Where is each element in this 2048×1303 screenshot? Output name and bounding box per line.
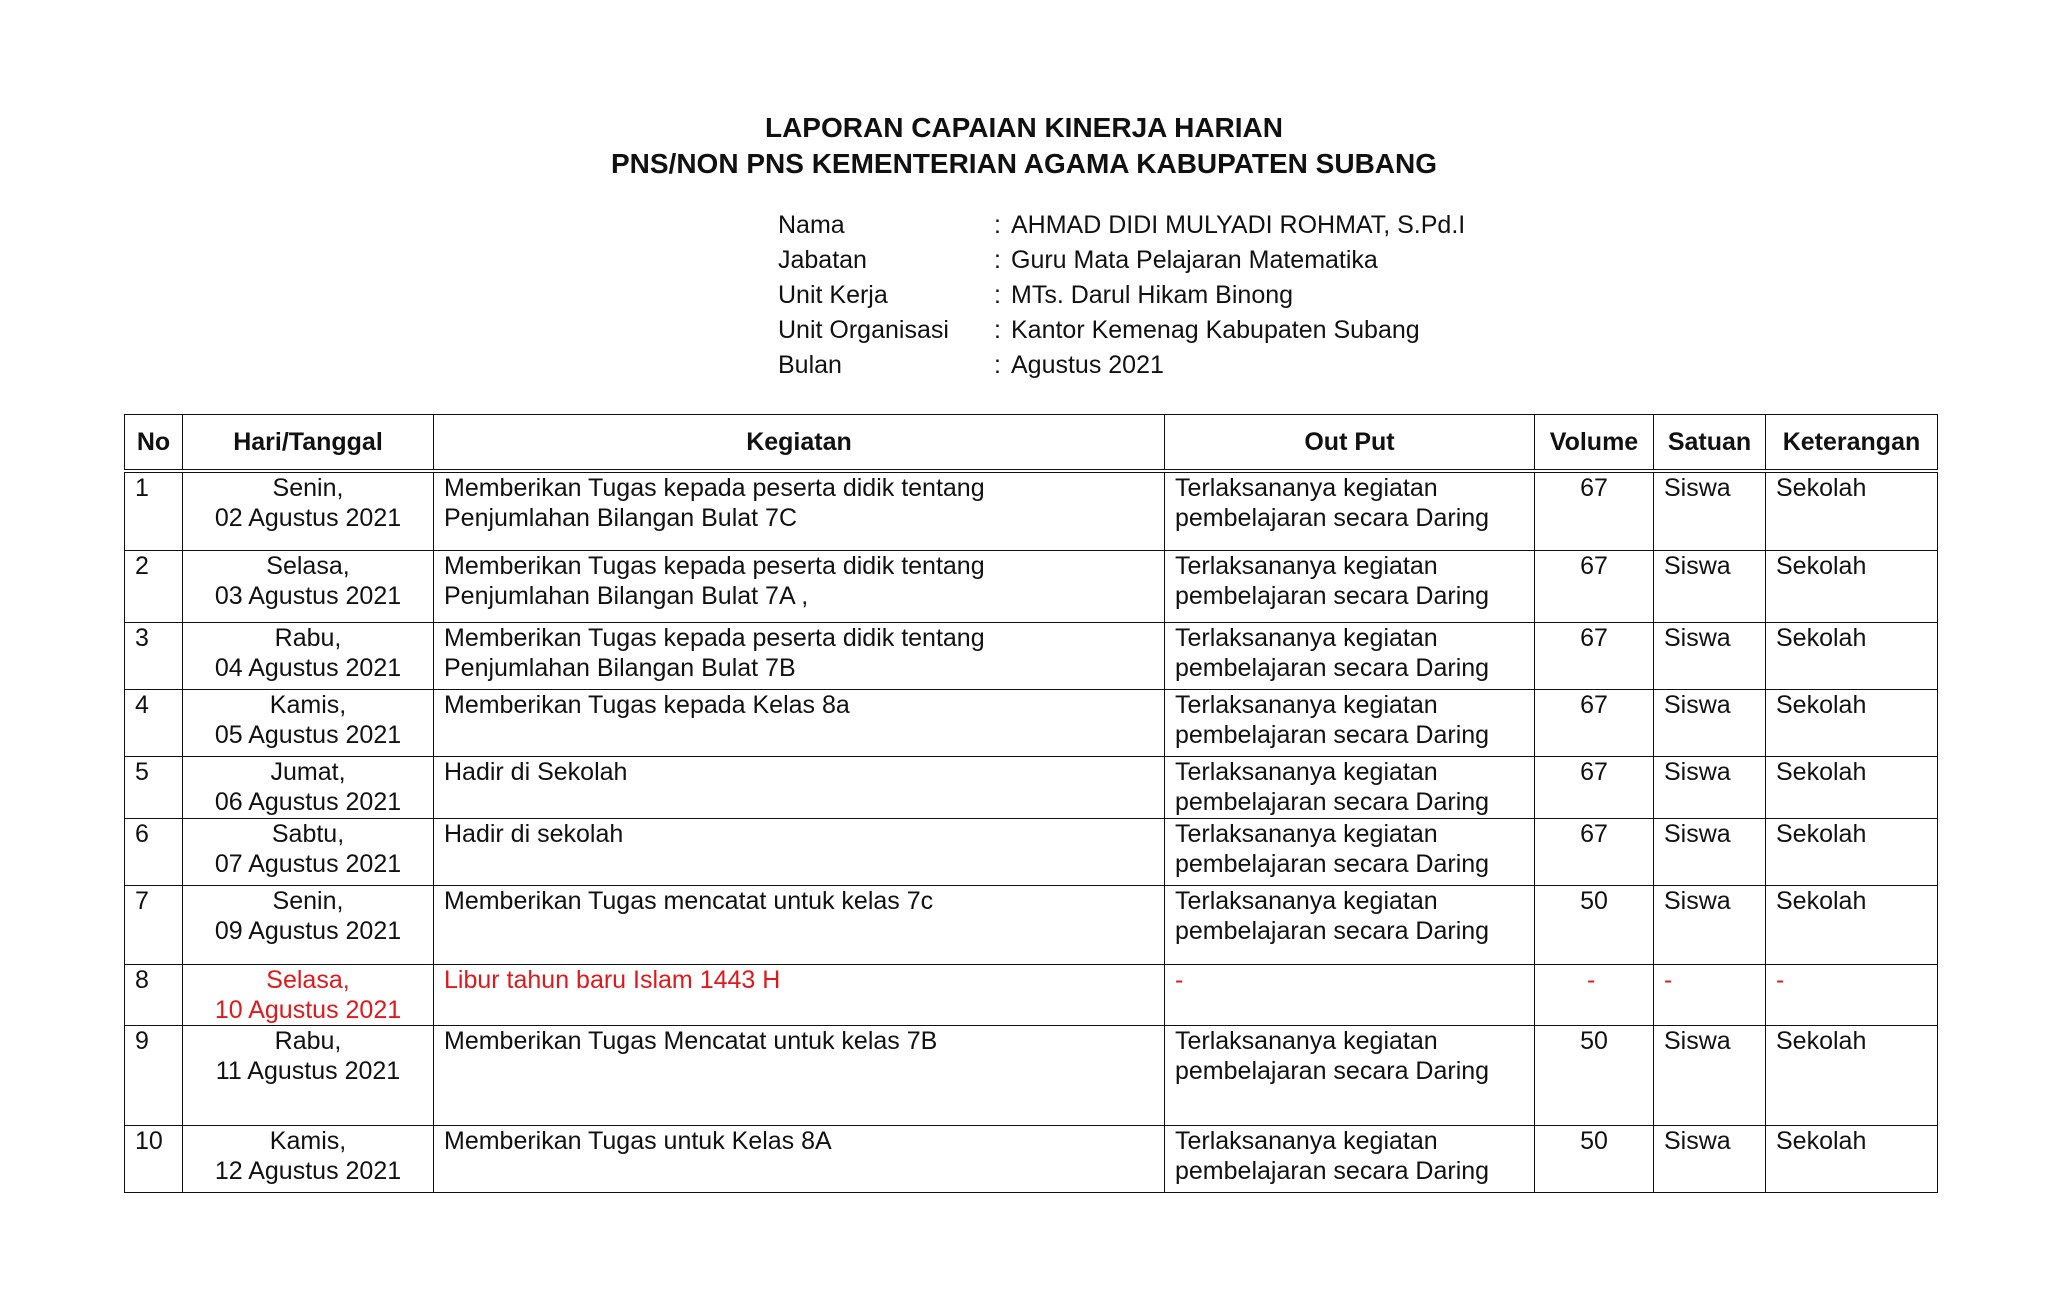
- cell-kegiatan-line: Memberikan Tugas Mencatat untuk kelas 7B: [444, 1027, 938, 1055]
- info-row-jabatan: [778, 243, 1465, 278]
- cell-volume: 67: [1535, 623, 1654, 690]
- info-separator: :: [994, 351, 1001, 379]
- table-row: [125, 1026, 1938, 1126]
- cell-satuan: -: [1654, 965, 1766, 1026]
- table-row: [125, 886, 1938, 965]
- cell-output-line: pembelajaran secara Daring: [1175, 654, 1490, 682]
- cell-no: 1: [125, 471, 183, 551]
- cell-date-text: 04 Agustus 2021: [214, 654, 402, 682]
- table-header-row: [125, 415, 1938, 471]
- cell-date-text: 06 Agustus 2021: [214, 788, 402, 816]
- cell-satuan: Siswa: [1654, 551, 1766, 623]
- cell-kegiatan: [434, 471, 1165, 551]
- cell-day-text: Sabtu,: [271, 820, 345, 848]
- cell-volume: 67: [1535, 690, 1654, 757]
- cell-output: [1165, 1026, 1535, 1126]
- table-row: [125, 757, 1938, 819]
- cell-output-line: pembelajaran secara Daring: [1175, 503, 1490, 532]
- header-volume: Volume: [1535, 415, 1654, 471]
- cell-date: [183, 965, 434, 1026]
- cell-volume: 50: [1535, 1026, 1654, 1126]
- cell-date-text: 12 Agustus 2021: [214, 1157, 402, 1185]
- cell-no: 9: [125, 1026, 183, 1126]
- employee-info: [778, 208, 1465, 383]
- cell-kegiatan: [434, 1126, 1165, 1193]
- info-label-jabatan: Jabatan: [778, 246, 867, 274]
- cell-satuan: Siswa: [1654, 1126, 1766, 1193]
- cell-output: [1165, 819, 1535, 886]
- cell-kegiatan: [434, 1026, 1165, 1126]
- cell-output-line: pembelajaran secara Daring: [1175, 850, 1490, 878]
- cell-date-text: 10 Agustus 2021: [214, 996, 402, 1024]
- header-no: No: [125, 415, 183, 471]
- header-keterangan: Keterangan: [1766, 415, 1938, 471]
- cell-output: [1165, 1126, 1535, 1193]
- cell-day-text: Kamis,: [269, 1127, 347, 1155]
- cell-volume: 50: [1535, 886, 1654, 965]
- cell-output-line: pembelajaran secara Daring: [1175, 917, 1490, 945]
- cell-day-text: Rabu,: [274, 1027, 342, 1055]
- table-row-holiday: [125, 965, 1938, 1026]
- cell-no: 7: [125, 886, 183, 965]
- cell-kegiatan: [434, 886, 1165, 965]
- cell-output-line: pembelajaran secara Daring: [1175, 788, 1490, 816]
- info-separator: :: [994, 211, 1001, 239]
- cell-date: [183, 623, 434, 690]
- cell-kegiatan-line: Hadir di sekolah: [444, 820, 624, 848]
- cell-output-line: pembelajaran secara Daring: [1175, 721, 1490, 749]
- cell-date: [183, 551, 434, 623]
- cell-date: [183, 819, 434, 886]
- cell-satuan: Siswa: [1654, 757, 1766, 819]
- cell-no: 3: [125, 623, 183, 690]
- cell-no: 5: [125, 757, 183, 819]
- cell-day-text: Selasa,: [266, 552, 350, 580]
- cell-output: [1165, 623, 1535, 690]
- cell-no: 4: [125, 690, 183, 757]
- cell-date-text: 07 Agustus 2021: [214, 850, 402, 878]
- info-value-nama: AHMAD DIDI MULYADI ROHMAT, S.Pd.I: [1011, 211, 1466, 239]
- cell-volume: 50: [1535, 1126, 1654, 1193]
- report-title: LAPORAN CAPAIAN KINERJA HARIAN: [764, 112, 1283, 143]
- report-subtitle: PNS/NON PNS KEMENTERIAN AGAMA KABUPATEN SUBANG: [610, 148, 1438, 179]
- cell-kegiatan-line: Memberikan Tugas untuk Kelas 8A: [444, 1127, 832, 1155]
- cell-output-line: Terlaksananya kegiatan: [1175, 1027, 1438, 1055]
- cell-kegiatan: [434, 819, 1165, 886]
- header-hari-tanggal: Hari/Tanggal: [183, 415, 434, 471]
- table-row: [125, 623, 1938, 690]
- info-row-bulan: [778, 348, 1465, 383]
- cell-keterangan: -: [1766, 965, 1938, 1026]
- info-separator: :: [994, 246, 1001, 274]
- cell-kegiatan: [434, 965, 1165, 1026]
- cell-keterangan: Sekolah: [1766, 551, 1938, 623]
- header-satuan: Satuan: [1654, 415, 1766, 471]
- info-label-unit-kerja: Unit Kerja: [778, 281, 888, 309]
- cell-kegiatan: [434, 551, 1165, 623]
- cell-kegiatan: [434, 623, 1165, 690]
- cell-kegiatan-line: Penjumlahan Bilangan Bulat 7A ,: [444, 582, 809, 610]
- cell-satuan: Siswa: [1654, 886, 1766, 965]
- cell-kegiatan-line: Memberikan Tugas kepada peserta didik tentang: [444, 473, 985, 502]
- info-row-unit-organisasi: [778, 313, 1465, 348]
- cell-output-line: Terlaksananya kegiatan: [1175, 820, 1438, 848]
- cell-no: 10: [125, 1126, 183, 1193]
- cell-kegiatan-line: Memberikan Tugas kepada Kelas 8a: [444, 691, 850, 719]
- cell-no: 6: [125, 819, 183, 886]
- cell-date-text: 02 Agustus 2021: [214, 503, 402, 532]
- cell-output-line: Terlaksananya kegiatan: [1175, 552, 1438, 580]
- cell-day-text: Senin,: [272, 887, 344, 915]
- cell-output: [1165, 690, 1535, 757]
- cell-kegiatan-line: Memberikan Tugas kepada peserta didik tentang: [444, 624, 985, 652]
- info-value-unit-organisasi: Kantor Kemenag Kabupaten Subang: [1011, 316, 1420, 344]
- cell-date: [183, 1126, 434, 1193]
- cell-output-line: pembelajaran secara Daring: [1175, 582, 1490, 610]
- info-value-bulan: Agustus 2021: [1011, 351, 1164, 379]
- header-kegiatan: Kegiatan: [434, 415, 1165, 471]
- cell-output: [1165, 551, 1535, 623]
- cell-date-text: 11 Agustus 2021: [215, 1057, 401, 1085]
- cell-keterangan: Sekolah: [1766, 1026, 1938, 1126]
- cell-output-line: Terlaksananya kegiatan: [1175, 758, 1438, 786]
- cell-output: [1165, 757, 1535, 819]
- cell-kegiatan: [434, 690, 1165, 757]
- cell-keterangan: Sekolah: [1766, 886, 1938, 965]
- table-row: [125, 1126, 1938, 1193]
- cell-date: [183, 757, 434, 819]
- cell-volume: 67: [1535, 819, 1654, 886]
- cell-satuan: Siswa: [1654, 819, 1766, 886]
- cell-no: 8: [125, 965, 183, 1026]
- cell-kegiatan-line: Penjumlahan Bilangan Bulat 7C: [444, 503, 798, 532]
- cell-date: [183, 471, 434, 551]
- cell-output: [1165, 471, 1535, 551]
- cell-kegiatan-line: Hadir di Sekolah: [444, 758, 628, 786]
- info-row-unit-kerja: [778, 278, 1465, 313]
- cell-day-text: Senin,: [272, 473, 344, 502]
- info-value-jabatan: Guru Mata Pelajaran Matematika: [1011, 246, 1378, 274]
- cell-volume: 67: [1535, 757, 1654, 819]
- cell-day-text: Rabu,: [274, 624, 342, 652]
- cell-output-line: -: [1175, 966, 1184, 994]
- cell-date: [183, 690, 434, 757]
- cell-satuan: Siswa: [1654, 471, 1766, 551]
- cell-output-line: Terlaksananya kegiatan: [1175, 691, 1438, 719]
- info-label-bulan: Bulan: [778, 351, 842, 379]
- cell-date-text: 09 Agustus 2021: [214, 917, 402, 945]
- cell-volume: -: [1535, 965, 1654, 1026]
- info-separator: :: [994, 281, 1001, 309]
- cell-satuan: Siswa: [1654, 623, 1766, 690]
- cell-satuan: Siswa: [1654, 690, 1766, 757]
- cell-date-text: 03 Agustus 2021: [214, 582, 402, 610]
- cell-output: [1165, 886, 1535, 965]
- cell-day-text: Jumat,: [270, 758, 346, 786]
- cell-output-line: pembelajaran secara Daring: [1175, 1157, 1490, 1185]
- cell-kegiatan-line: Memberikan Tugas mencatat untuk kelas 7c: [444, 887, 934, 915]
- cell-day-text: Selasa,: [266, 966, 350, 994]
- info-label-unit-organisasi: Unit Organisasi: [778, 316, 949, 344]
- cell-keterangan: Sekolah: [1766, 819, 1938, 886]
- cell-day-text: Kamis,: [269, 691, 347, 719]
- info-label-nama: Nama: [778, 211, 845, 239]
- cell-keterangan: Sekolah: [1766, 1126, 1938, 1193]
- info-row-nama: [778, 208, 1465, 243]
- table-row: [125, 551, 1938, 623]
- cell-output-line: pembelajaran secara Daring: [1175, 1057, 1490, 1085]
- cell-kegiatan-line: Penjumlahan Bilangan Bulat 7B: [444, 654, 796, 682]
- cell-kegiatan: [434, 757, 1165, 819]
- cell-kegiatan-line: Libur tahun baru Islam 1443 H: [444, 966, 781, 994]
- cell-output-line: Terlaksananya kegiatan: [1175, 473, 1438, 502]
- cell-keterangan: Sekolah: [1766, 623, 1938, 690]
- cell-kegiatan-line: Memberikan Tugas kepada peserta didik tentang: [444, 552, 985, 580]
- cell-keterangan: Sekolah: [1766, 690, 1938, 757]
- cell-date-text: 05 Agustus 2021: [214, 721, 402, 749]
- table-row: [125, 819, 1938, 886]
- cell-no: 2: [125, 551, 183, 623]
- cell-date: [183, 886, 434, 965]
- cell-output-line: Terlaksananya kegiatan: [1175, 887, 1438, 915]
- cell-output: [1165, 965, 1535, 1026]
- cell-output-line: Terlaksananya kegiatan: [1175, 1127, 1438, 1155]
- cell-satuan: Siswa: [1654, 1026, 1766, 1126]
- header-output: Out Put: [1165, 415, 1535, 471]
- cell-output-line: Terlaksananya kegiatan: [1175, 624, 1438, 652]
- cell-date: [183, 1026, 434, 1126]
- activity-table: [124, 414, 1938, 1193]
- info-separator: :: [994, 316, 1001, 344]
- table-row: [125, 690, 1938, 757]
- cell-keterangan: Sekolah: [1766, 757, 1938, 819]
- cell-keterangan: Sekolah: [1766, 471, 1938, 551]
- table-row: [125, 471, 1938, 551]
- cell-volume: 67: [1535, 551, 1654, 623]
- info-value-unit-kerja: MTs. Darul Hikam Binong: [1011, 281, 1294, 309]
- cell-volume: 67: [1535, 471, 1654, 551]
